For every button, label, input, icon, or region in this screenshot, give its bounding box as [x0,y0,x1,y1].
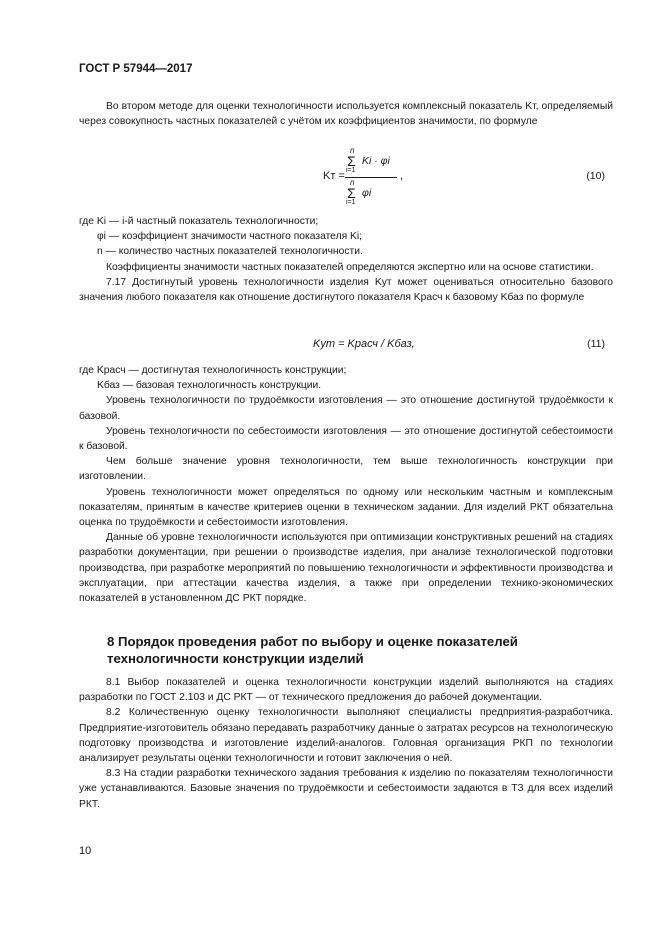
formula-10-number: (10) [586,170,605,182]
legend-line: где Kрасч — достигнутая технологичность конструкции; [79,365,347,376]
legend-line: n — количество частных показателей технологичности. [97,246,363,258]
legend-line: φi — коэффициент значимости частного показателя Ki; [97,231,363,243]
paragraph-method-two [79,99,613,129]
formula-10-den-sigma: Σ [347,185,356,201]
formula-10-den-bottom: i=1 [346,199,356,206]
section-8-title: 8 Порядок проведения работ по выбору и оценке показателей технологичности конструкции изделий [107,634,518,666]
formula-10-den-top: n [350,178,355,187]
formula-10-num-top: n [350,146,355,155]
paragraph-text: Уровень технологичности может определяться по одному или нескольким частным и комплексным показателям, принятым в качестве критериев оценки в техническом задании. Для изделий РКТ обязательна оценка по трудоёмкости и себестоимости изготовления. [79,486,613,529]
formula-10-lhs: Kт = [323,170,345,182]
paragraph-text: Коэффициенты значимости частных показателей определяются экспертно или на основе статистики. [106,261,594,273]
formula-11-expr: Kут = Kрасч / Kбаз, [313,338,415,350]
paragraph-text: 8.3 На стадии разработки технического задания требования к изделию по показателям технологичности уже устанавливаются. Базовые значения по трудоёмкости и себестоимости задаются в ТЗ для всех изделий РКТ. [79,768,613,810]
formula-10-num-bottom: i=1 [346,167,356,174]
paragraph-text: Уровень технологичности по себестоимости изготовления — это отношение достигнутой себестоимости к базовой. [79,425,613,453]
formula-11 [79,338,613,356]
legend-line: где Ki — i-й частный показатель технологичности; [79,216,319,227]
paragraph-text: 7.17 Достигнутый уровень технологичности изделия Kут может оцениваться относительно базового значения любого показателя как отношение достигнутого показателя Kрасч к базовому Kбаз по формуле [79,276,613,304]
section-8-body [79,675,613,812]
formula-10-num-expr: Ki · φi [362,155,390,167]
page-number: 10 [79,845,92,857]
paragraph-text: 8.2 Количественную оценку технологичности выполняют специалисты предприятия-разработчика. Предприятие-изготовитель обязано передавать разработчику данные о затратах ресурсов на технологическую подготовку производства и изготовление изделий-аналогов. Головная организация РКП по технологии анализирует результаты оценки технологичности и готовит заключения о ней. [79,707,613,765]
legend-formula-11 [79,363,613,606]
legend-line: Kбаз — базовая технологичность конструкции. [97,380,322,392]
formula-10-den-expr: φi [362,187,372,199]
formula-10-comma: , [400,170,404,182]
paragraph-text: Данные об уровне технологичности используются при оптимизации конструктивных решений на стадиях разработки документации, при решении о производстве изделия, при анализе технологической подготовки производства, при разработке мероприятий по повышению технологичности и эффективности производства и эксплуатации, при аттестации качества изделия, а также при определении технико-экономических показателей в установленном ДС РКТ порядке. [79,532,613,605]
formula-11-number: (11) [587,338,605,350]
paragraph-text: Уровень технологичности по трудоёмкости изготовления — это отношение достигнутой трудоёмкости к базовой. [79,395,613,422]
formula-10-num-sigma: Σ [347,153,356,169]
paragraph-text: Во втором методе для оценки технологичности используется комплексный показатель Kт, определяемый через совокупность частных показателей с учётом их коэффициентов значимости, по формуле [79,101,613,128]
document-header: ГОСТ Р 57944—2017 [79,63,193,75]
paragraph-text: Чем больше значение уровня технологичности, тем выше технологичность конструкции при изготовлении. [79,456,613,483]
legend-formula-10 [79,214,613,305]
paragraph-text: 8.1 Выбор показателей и оценка технологичности конструкции изделий выполняются на стадиях разработки по ГОСТ 2.103 и ДС РКТ — от технического предложения до рабочей документации. [79,677,613,704]
formula-10 [79,145,613,213]
